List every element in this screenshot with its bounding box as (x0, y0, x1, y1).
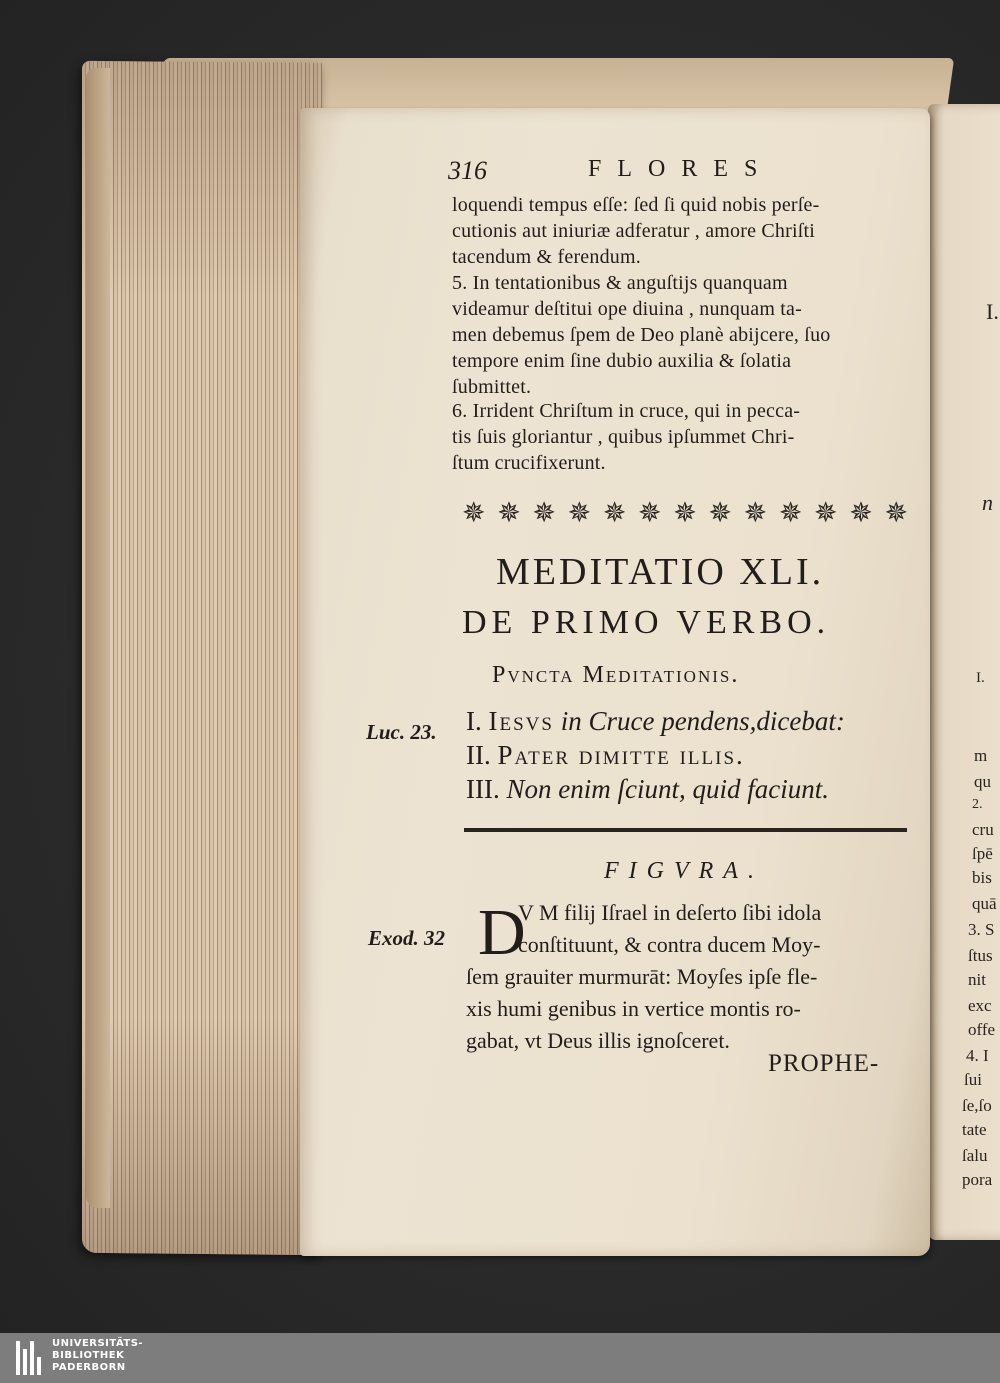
margin-reference: Luc. 23. (366, 720, 437, 744)
point-italic: Non enim ſciunt, quid faciunt. (506, 774, 829, 804)
right-page-fragment: I. (986, 299, 999, 324)
ornament-glyph: ✵ (567, 496, 592, 529)
body-text-line: tempore enim ſine dubio auxilia & ſolatia (452, 350, 792, 372)
body-text-line: loquendi tempus eſſe: ſed ſi quid nobis perſe- (452, 194, 820, 216)
point-line-1 (466, 706, 845, 737)
right-page-fragment: I. (976, 670, 985, 686)
point-numeral: I. (466, 706, 482, 736)
figura-heading: FIGVRA. (604, 858, 764, 884)
library-name-line: PADERBORN (52, 1362, 126, 1373)
page-number: 316 (448, 156, 487, 185)
right-page-fragment: 2. (972, 797, 983, 812)
running-title: FLORES (588, 156, 774, 182)
ornament-glyph: ✵ (497, 496, 521, 529)
library-name-line: UNIVERSITÄTS- (52, 1338, 144, 1349)
figura-text-line: V M filij Iſrael in deſerto ſibi idola (518, 900, 822, 925)
body-text-line: tis ſuis gloriantur , quibus ipſummet Chri- (452, 426, 795, 448)
right-page-fragment: 3. S (968, 920, 995, 939)
ornament-glyph: ✵ (462, 496, 486, 529)
library-name (52, 1338, 143, 1374)
meditation-subtitle: DE PRIMO VERBO. (462, 604, 831, 641)
right-page-fragment: bis (972, 868, 992, 887)
facing-page-right (928, 104, 1000, 1240)
ornament-glyph: ✵ (884, 496, 908, 529)
point-numeral: III. (466, 774, 500, 804)
body-text-line: ſubmittet. (452, 376, 532, 398)
point-line-2 (466, 740, 745, 771)
horizontal-rule (464, 828, 907, 832)
right-page-fragment: ſtus (968, 946, 993, 965)
catchword: PROPHE- (768, 1050, 880, 1077)
right-page-fragment: nit (968, 970, 986, 989)
right-page-fragment: pora (962, 1170, 993, 1189)
point-line-3 (466, 774, 829, 805)
ornament-band (462, 496, 908, 530)
figura-text-line: ſem grauiter murmurāt: Moyſes ipſe fle- (466, 964, 818, 989)
right-page-fragment: tate (962, 1120, 987, 1139)
body-text-line: 5. In tentationibus & anguſtijs quanquam (452, 272, 788, 294)
meditation-title: MEDITATIO XLI. (496, 551, 825, 593)
puncta-heading: Pvncta Meditationis. (492, 662, 740, 688)
right-page-fragment: ſui (964, 1070, 982, 1089)
ornament-glyph: ✵ (778, 496, 803, 529)
drop-cap: D (478, 896, 526, 969)
ornament-glyph: ✵ (743, 496, 768, 529)
ornament-glyph: ✵ (708, 496, 732, 529)
point-italic: in Cruce pendens,dicebat: (560, 706, 845, 736)
figura-text-line: gabat, vt Deus illis ignoſceret. (466, 1028, 730, 1053)
right-page-fragment: exc (968, 996, 992, 1015)
ornament-glyph: ✵ (849, 496, 873, 529)
right-page-fragment: m (974, 746, 988, 765)
right-page-fragment: ſalu (962, 1146, 988, 1165)
right-page-fragment: quā (972, 894, 997, 913)
right-page-fragment: n (982, 490, 993, 515)
point-numeral: II. (466, 740, 491, 770)
right-page-fragment: 4. I (966, 1046, 989, 1065)
right-page-fragment: ſpē (972, 844, 993, 863)
library-logo-icon (16, 1341, 46, 1375)
right-page-fragment: cru (972, 820, 994, 839)
right-page-fragment: offe (968, 1020, 996, 1039)
ornament-glyph: ✵ (814, 496, 838, 529)
ornament-glyph: ✵ (602, 496, 627, 529)
ornament-glyph: ✵ (673, 496, 697, 529)
right-page-fragment: ſe,ſo (962, 1096, 992, 1115)
ornament-glyph: ✵ (638, 496, 662, 529)
book-cover-edge (86, 68, 110, 1208)
library-footer (0, 1333, 1000, 1383)
ornament-glyph: ✵ (532, 496, 556, 529)
body-text-line: videamur deſtitui ope diuina , nunquam ta- (452, 298, 802, 320)
margin-reference: Exod. 32 (368, 926, 446, 950)
figura-text-line: conſtituunt, & contra ducem Moy- (518, 932, 821, 957)
right-page-fragment: qu (974, 772, 991, 791)
body-text-line: men debemus ſpem de Deo planè abijcere, ſuo (452, 324, 831, 346)
body-text-line: cutionis aut iniuriæ adferatur , amore Chriſti (452, 220, 815, 242)
figura-text-line: xis humi genibus in vertice montis ro- (466, 996, 801, 1021)
point-caps: Iesvs (488, 706, 554, 736)
library-name-line: BIBLIOTHEK (52, 1350, 125, 1361)
body-text-line: 6. Irrident Chriſtum in cruce, qui in pecca- (452, 400, 801, 422)
book-page-edges (82, 61, 322, 1256)
body-text-line: ſtum crucifixerunt. (452, 452, 606, 474)
body-text-line: tacendum & ferendum. (452, 246, 641, 268)
point-caps: Pater dimitte illis. (497, 740, 745, 770)
